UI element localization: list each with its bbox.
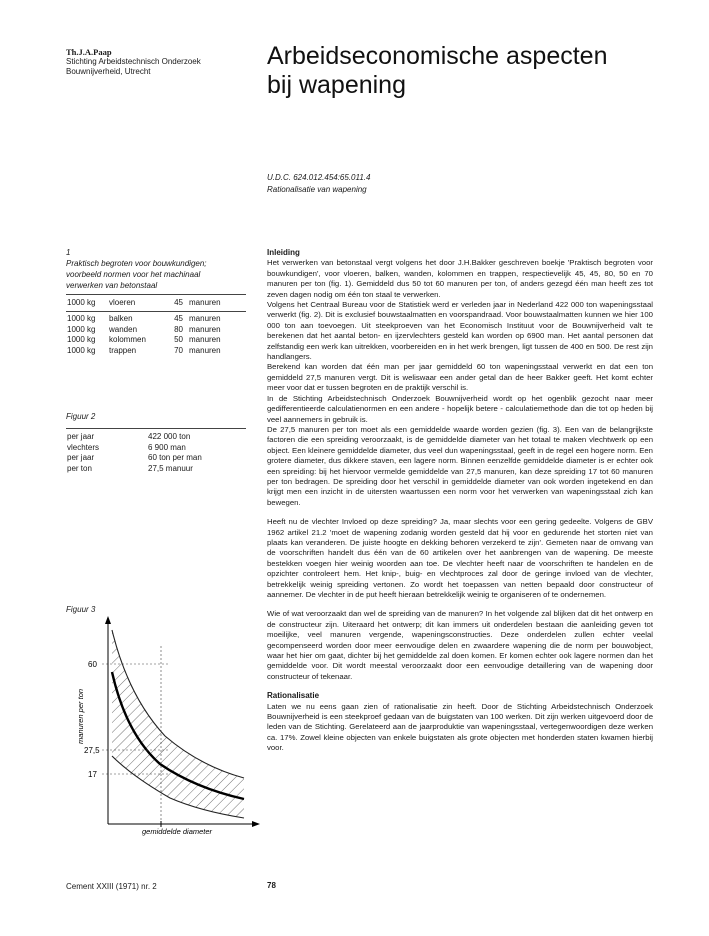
- paragraph: In de Stichting Arbeidstechnisch Onderzoek Bouwnijverheid wordt op het ogenblik gezocht naar meer gedifferentieerde calculatienormen en een andere - hopelijk betere - calculatiemethode dan die tot op heden bij veel aannemers in gebruik is.: [267, 393, 653, 424]
- fig1-cell: manuren: [189, 298, 221, 307]
- fig1-caption-line-3: verwerken van betonstaal: [66, 281, 158, 290]
- fig3-caption: Figuur 3: [66, 605, 96, 614]
- fig1-row: [67, 298, 221, 309]
- page-number: 78: [267, 881, 276, 890]
- title-line-2: bij wapening: [267, 71, 406, 99]
- paragraph: Berekend kan worden dat één man per jaar gemiddeld 60 ton wapeningsstaal verwerkt en dat een ton gemiddeld 27,5 manuren vergt. Dit is weliswaar een ander getal dan de heer Bakker geeft. Het komt echter meer voor dat er tussen begroten en de praktijk verschil is.: [267, 362, 653, 393]
- spread-band: [112, 630, 244, 818]
- fig1-cell: 80: [174, 324, 183, 334]
- fig3-chart: [60, 616, 260, 846]
- heading-rationalisatie: Rationalisatie: [267, 691, 320, 701]
- x-axis-label: gemiddelde diameter: [142, 827, 213, 836]
- fig2-table: [67, 432, 202, 474]
- fig2-cell: 60 ton per man: [148, 453, 202, 463]
- fig1-cell: manuren: [189, 335, 221, 345]
- paragraph: Heeft nu de vlechter Invloed op deze spreiding? Ja, maar slechts voor een gering gedeelte. Volgens de GBV 1962 artikel 21.2 'moet de wapening zodanig worden gesteld dat hij voor en gedurende het storten niet van plaats kan veranderen. De juiste hoogte en dekking behoren verzekerd te zijn'. Gemeten naar de omvang van de voorschriften handelt dus één van de 60 artikelen over het aanbrengen van de wapening. De meeste bestekken voegen hier weinig woorden aan toe. De vlechter heeft naar de voorschriften te handelen en de opzichter controleert hem. Het knip-, buig- en vlechtproces zal door de geringe invloed van de vlechter, betrekkelijk weinig spreiding vertonen. Zo wordt het toepassen van netten bepaald door constructeur of aannemer. De vlechter in de put heeft hieraan betrekkelijk weinig te organiseren of te ondernemen.: [267, 517, 653, 599]
- fig1-table: [67, 314, 221, 356]
- fig2-cell: 422 000 ton: [148, 432, 191, 441]
- paragraph: Het verwerken van betonstaal vergt volgens het door J.H.Bakker geschreven boekje 'Praktisch begroten voor bouwkundigen', voor vloeren, balken, wanden, kolommen en trappen, respectievelijk 45, 45, 80, 50 en 70 manuren per ton (fig. 1). Gemiddeld dus 50 tot 60 manuren per ton, of anders gezegd één man heeft zes tot zeven dagen nodig om één ton staal te verwerken.: [267, 258, 653, 299]
- author-name: Th.J.A.Paap: [66, 47, 112, 57]
- author-block: [66, 47, 251, 77]
- fig1-cell: manuren: [189, 314, 221, 323]
- article-title: [267, 42, 667, 100]
- fig2-cell: 6 900 man: [148, 442, 186, 452]
- fig1-caption-line-2: voorbeeld normen voor het machinaal: [66, 270, 201, 279]
- fig1-row: [67, 346, 221, 357]
- paragraph: Laten we nu eens gaan zien of rationalisatie zin heeft. Door de Stichting Arbeidstechnisch Onderzoek Bouwnijverheid is een steekproef gedaan van de buigstaten van 100 werken. Dit zijn werken uitgevoerd door de leden van de Stichting. Gerelateerd aan de jaarproduktie van wapeningsstaal, vertegenwoordigen deze werken ca. 17%. Zowel kleine objecten van enkele buigstaten als grote objecten met honderden staten kwamen hierbij voor.: [267, 701, 653, 753]
- fig1-cell: 1000 kg: [67, 314, 96, 323]
- fig1-cell: 1000 kg: [67, 345, 96, 355]
- fig1-rule-top: [66, 294, 246, 295]
- fig1-cell: wanden: [109, 324, 138, 334]
- fig2-row: [67, 432, 202, 443]
- fig1-cell: trappen: [109, 345, 137, 355]
- fig2-cell: per ton: [67, 463, 92, 473]
- x-axis-arrow: [252, 821, 260, 827]
- fig1-row: [67, 314, 221, 325]
- fig1-number: 1: [66, 248, 71, 257]
- paragraph: De 27,5 manuren per ton moet als een gemiddelde waarde worden gezien (fig. 3). Een van de belangrijkste factoren die een spreiding veroorzaakt, is de gemiddelde diameter van het totaal te maken vlechtwerk op een object. Een kleinere gemiddelde diameter, dus veel dun wapeningsstaal, geeft in de regel een hogere norm. Een grotere diameter, dus dikkere staven, een lagere norm. Binnen eenzelfde gemiddelde diameter is er echter ook een spreiding: bij het hiervoor vermelde gemiddelde van 27,5 manuren, kan deze spreiding 17 tot 60 manuren per ton bedragen. De spreiding door het verschil in gemiddelde diameter van ook worden ingetekend en dan krijgt men een inzicht in de uitersten waartussen een norm voor het verwerken van wapeningsstaal zich kan bewegen.: [267, 424, 653, 507]
- fig2-cell: per jaar: [67, 432, 95, 441]
- ytick-60: 60: [88, 660, 97, 669]
- ytick-27-5: 27,5: [84, 746, 100, 755]
- fig1-cell: balken: [109, 314, 133, 323]
- udc-code: U.D.C. 624.012.454:65.011.4: [267, 173, 371, 182]
- fig1-cell: vloeren: [109, 298, 136, 307]
- fig1-cell: 70: [174, 345, 183, 355]
- fig1-row: [67, 335, 221, 346]
- fig1-table-head: [67, 298, 221, 309]
- fig1-cell: 45: [174, 314, 183, 323]
- fig2-row: [67, 453, 202, 464]
- paragraph: Volgens het Centraal Bureau voor de Statistiek werd er verleden jaar in Nederland 422 000 ton wapeningsstaal verwerkt (fig. 2). Dit is exclusief bouwstaalmatten en voorspandraad. Voor bouwstaalmatten kunnen we hier 100 000 ton aan toevoegen. Uit steekproeven van het Economisch Instituut voor de Bouwnijverheid valt te berekenen dat het aantal beton- en ijzervlechters gesteld kan worden op 6900 man. Het aantal personen dat zelfstandig een werk kan uitrekken, voorbereiden en in het werk brengen, ligt tussen de 400 en 500. De rest zijn handlangers.: [267, 300, 653, 362]
- fig1-cell: manuren: [189, 345, 221, 355]
- fig1-cell: kolommen: [109, 335, 146, 345]
- heading-inleiding: Inleiding: [267, 248, 300, 257]
- title-line-1: Arbeidseconomische aspecten: [267, 42, 608, 70]
- fig2-row: [67, 443, 202, 454]
- fig1-cell: 1000 kg: [67, 335, 96, 345]
- fig1-rule-mid: [66, 311, 246, 312]
- keywords: Rationalisatie van wapening: [267, 185, 367, 194]
- fig1-caption: [66, 247, 256, 291]
- ytick-17: 17: [88, 770, 97, 779]
- fig2-caption: Figuur 2: [66, 412, 96, 421]
- udc-block: [267, 172, 370, 196]
- author-affiliation-2: Bouwnijverheid, Utrecht: [66, 67, 151, 76]
- fig2-cell: 27,5 manuur: [148, 463, 193, 473]
- y-axis-label: manuren per ton: [76, 688, 85, 744]
- author-affiliation-1: Stichting Arbeidstechnisch Onderzoek: [66, 57, 201, 66]
- fig2-rule: [66, 428, 246, 429]
- fig1-cell: 45: [174, 298, 183, 307]
- article-body: [267, 248, 653, 754]
- journal-footer: Cement XXIII (1971) nr. 2: [66, 882, 157, 891]
- fig2-cell: per jaar: [67, 453, 95, 463]
- fig1-cell: 1000 kg: [67, 298, 96, 307]
- fig1-caption-line-1: Praktisch begroten voor bouwkundigen;: [66, 259, 207, 268]
- fig1-cell: 50: [174, 335, 183, 345]
- fig1-row: [67, 325, 221, 336]
- fig2-row: [67, 464, 202, 475]
- fig1-cell: 1000 kg: [67, 324, 96, 334]
- fig2-cell: vlechters: [67, 442, 100, 452]
- fig1-cell: manuren: [189, 324, 221, 334]
- y-axis-arrow: [105, 616, 111, 624]
- paragraph: Wie of wat veroorzaakt dan wel de spreiding van de manuren? In het volgende zal blijken dat dit het ontwerp en de constructeur zijn. Uiteraard het ontwerp; dit kan immers uit onderdelen bestaan die aanleiding geven tot moeilijke, veel manuren vergende, wapeningsconstructies. Deze onderdelen zullen echter veelal gecompenseerd worden door meer eenvoudige delen en zwaardere wapening die de norm per bouwobject, waar het hier om gaat, dichter bij het gemiddelde zal doen komen. Er komen echter ook lagere normen dan het gemiddelde voor. Dit wordt meestal veroorzaakt door een eenvoudige detaillering van de wapening door constructeur of tekenaar.: [267, 609, 653, 681]
